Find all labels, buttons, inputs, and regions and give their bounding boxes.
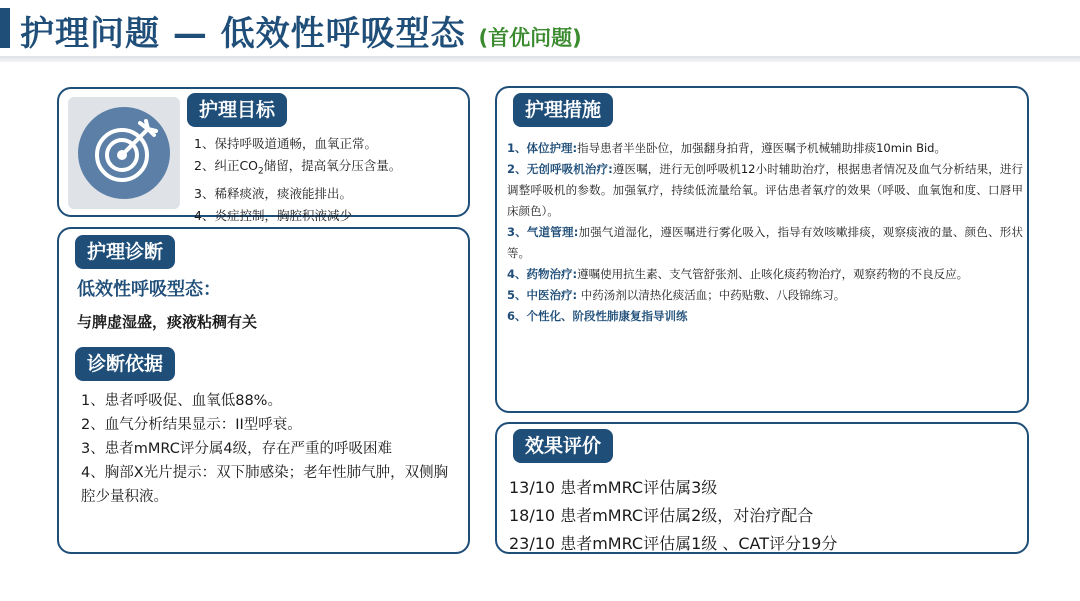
title-accent-bar (0, 8, 10, 48)
page-title-main: 护理问题 — 低效性呼吸型态 (20, 14, 466, 54)
list-item: 1、体位护理:指导患者半坐卧位，加强翻身拍背，遵医嘱予机械辅助排痰10min Bid。 (507, 141, 946, 155)
list-item: 3、稀释痰液，痰液能排出。 (194, 185, 352, 201)
basis-list (81, 389, 461, 509)
title-bar (0, 0, 1080, 62)
page-subtitle: (首优问题) (478, 26, 582, 50)
goal-tag: 护理目标 (187, 93, 287, 127)
list-item: 13/10 患者mMRC评估属3级 (509, 478, 718, 497)
page-title (20, 6, 582, 55)
effect-panel (495, 422, 1029, 554)
measures-tag: 护理措施 (513, 93, 613, 127)
list-item: 18/10 患者mMRC评估属2级，对治疗配合 (509, 506, 814, 525)
list-item: 5、中医治疗: 中药汤剂以清热化痰活血；中药贴敷、八段锦练习。 (507, 288, 846, 302)
diagnosis-cause: 与脾虚湿盛，痰液粘稠有关 (77, 313, 258, 331)
goal-list (194, 133, 401, 227)
measures-panel (495, 86, 1029, 413)
list-item: 2、血气分析结果显示：II型呼衰。 (81, 417, 302, 433)
list-item: 3、患者mMRC评分属4级，存在严重的呼吸困难 (81, 441, 393, 457)
list-item: 3、气道管理:加强气道湿化，遵医嘱进行雾化吸入，指导有效咳嗽排痰，观察痰液的量、颜色、形状等。 (507, 225, 1023, 260)
effect-list (509, 474, 837, 558)
list-item: 4、炎症控制，胸腔积液减少 (194, 207, 352, 223)
title-underline (0, 56, 1080, 62)
effect-tag: 效果评价 (513, 429, 613, 463)
diagnosis-tag: 护理诊断 (75, 235, 175, 269)
goal-panel (57, 87, 470, 223)
list-item: 4、胸部X光片提示：双下肺感染；老年性肺气肿，双侧胸腔少量积液。 (81, 465, 449, 505)
list-item: 2、纠正$CO_2$储留，提高氧分压含量。 (194, 158, 402, 177)
list-item: 6、个性化、阶段性肺康复指导训练 (507, 309, 688, 323)
list-item: 1、保持呼吸道通畅，血氧正常。 (194, 136, 377, 151)
diagnosis-panel (57, 227, 470, 554)
list-item: 2、无创呼吸机治疗:遵医嘱，进行无创呼吸机12小时辅助治疗，根据患者情况及血气分析结果，进行调整呼吸机的参数。加强氧疗，持续低流量给氧。评估患者氧疗的效果（呼吸、血氧饱和度、口唇甲床颜色）。 (507, 162, 1023, 218)
list-item: 23/10 患者mMRC评估属1级 、CAT评分19分 (509, 534, 838, 553)
target-arrow-icon (68, 97, 180, 209)
list-item: 4、药物治疗:遵嘱使用抗生素、支气管舒张剂、止咳化痰药物治疗，观察药物的不良反应。 (507, 267, 969, 281)
measures-list (507, 138, 1023, 327)
list-item: 1、患者呼吸促、血氧低88%。 (81, 393, 282, 409)
basis-tag: 诊断依据 (75, 347, 175, 381)
diagnosis-title: 低效性呼吸型态： (77, 279, 221, 300)
